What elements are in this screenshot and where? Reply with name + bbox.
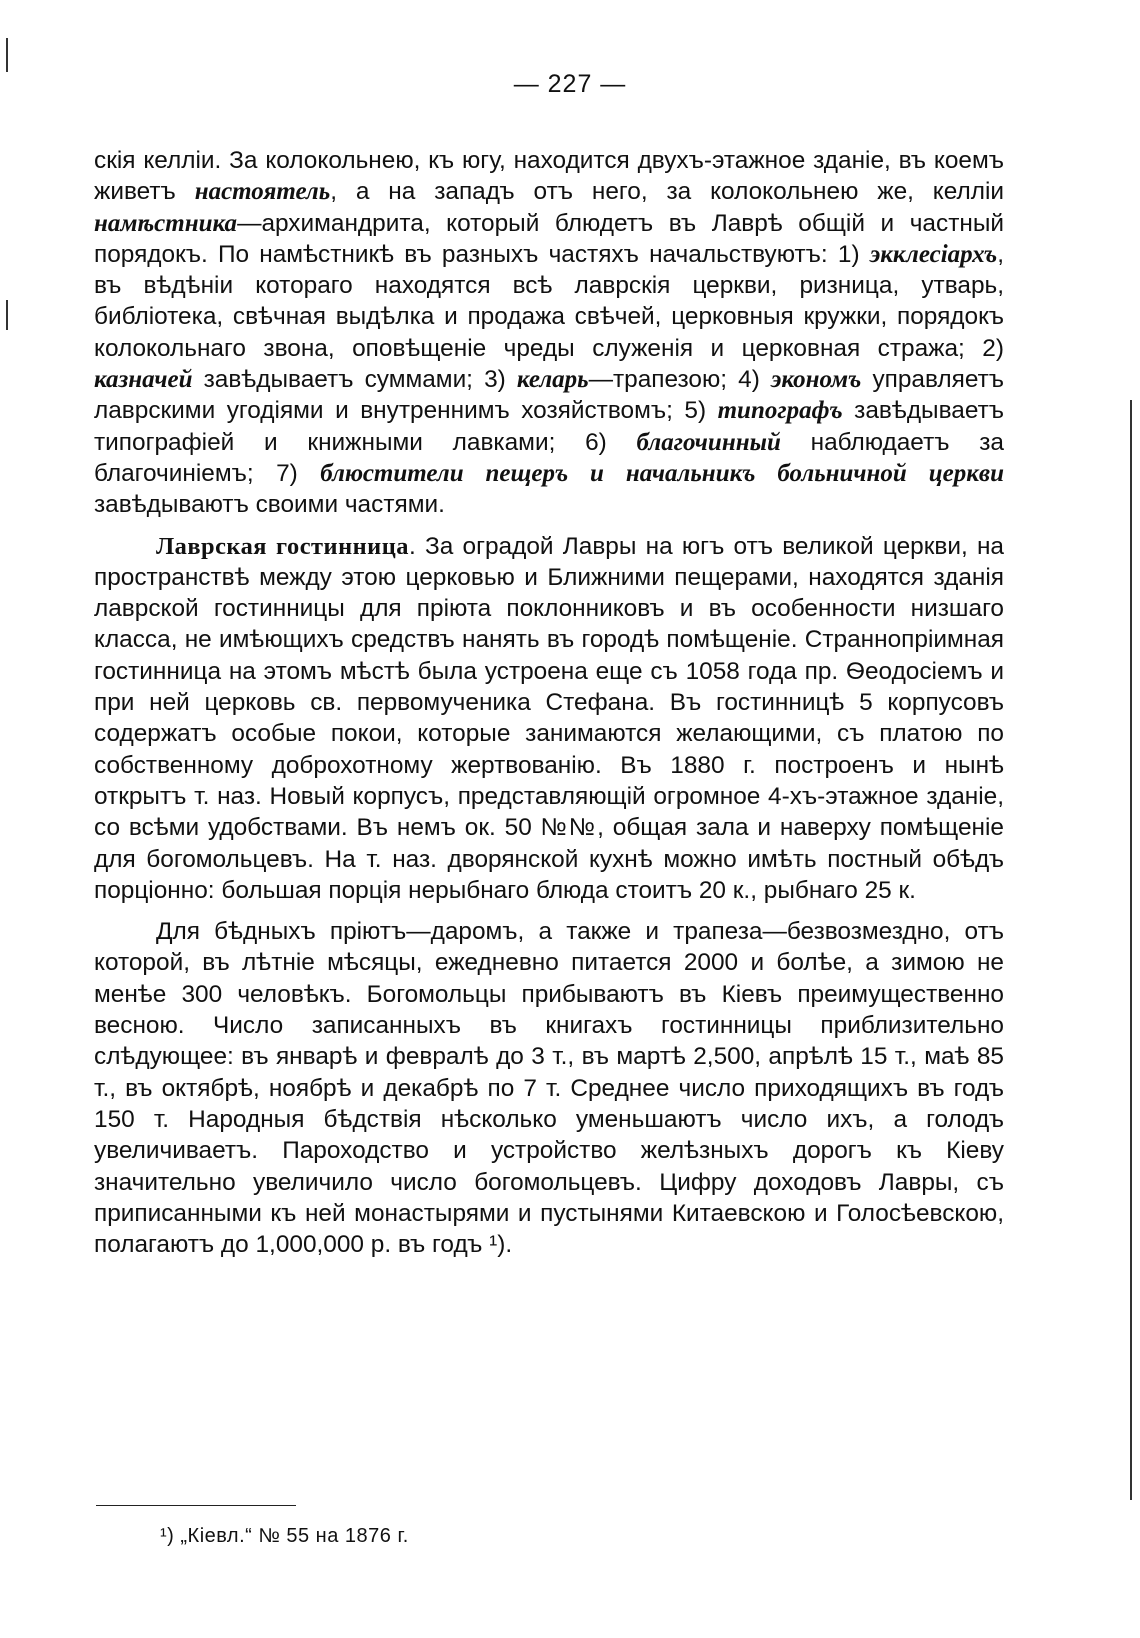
text-run: , въ вѣдѣніи котораго находятся всѣ лаврскія церкви, ризница, утварь, библіотека, свѣчная выдѣлка и продажа свѣчей, церковныя кружки, порядокъ колокольнаго звона, оповѣщеніе чреды служенія и церковная стража; 2) [94,240,1004,362]
text-run: завѣдываютъ своими частями. [94,491,445,519]
paragraph-lavra-hostel [94,531,1004,907]
emphasis-term: типографъ [717,397,843,425]
text-run: скія келліи. За колокольнею, къ югу, находится двухъ-этажное зданіе, въ коемъ живетъ [94,147,1004,206]
text-run: Для бѣдныхъ пріютъ—даромъ, а также и трапеза—безвозмездно, отъ которой, въ лѣтніе мѣсяцы, ежедневно питается 2000 и болѣе, а зимою не менѣе 300 человѣкъ. Богомольцы прибываютъ въ Кіевъ преимущественно весною. Число записанныхъ въ книгахъ гостинницы приблизительно слѣдующее: въ январѣ и февралѣ до 3 т., въ мартѣ 2,500, апрѣлѣ 15 т., маѣ 85 т., въ октябрѣ, ноябрѣ и декабрѣ по 7 т. Среднее число приходящихъ въ годъ 150 т. Народныя бѣдствія нѣсколько уменьшаютъ число ихъ, а голодъ увеличиваетъ. Пароходство и устройство желѣзныхъ дорогъ къ Кіеву значительно увеличило число богомольцевъ. Цифру доходовъ Лавры, съ приписанными къ ней монастырями и пустынями Китаевскою и Голосѣевскою, полагаютъ до 1,000,000 р. въ годъ [94,918,1004,1259]
emphasis-term: экономъ [771,366,862,394]
text-run: . [505,1231,513,1259]
paragraph-pilgrims [94,916,1004,1260]
text-run: завѣдываетъ типографіей и книжными лавками; 6) [94,397,1005,456]
emphasis-term: экклесіархъ [869,240,998,268]
emphasis-term: благочинный [636,428,781,456]
section-heading-inline: Лаврская гостинница [156,532,409,560]
text-run: наблюдаетъ за благочиніемъ; 7) [94,428,1004,487]
emphasis-term: келарь [516,366,589,394]
footnote-reference: ¹) [489,1231,506,1259]
body-text [94,145,1004,1270]
text-run: управляетъ лаврскими угодіями и внутреннимъ хозяйствомъ; 5) [94,366,1004,425]
text-run: —архимандрита, который блюдетъ въ Лаврѣ общій и частный порядокъ. По намѣстникѣ въ разныхъ частяхъ начальствуютъ: 1) [94,209,1004,268]
footnote: ¹) „Кіевл.“ № 55 на 1876 г. [160,1525,409,1547]
text-run: , а на западъ отъ него, за колокольнею же, келліи [330,178,1005,206]
footnote-divider [96,1505,296,1506]
text-run: завѣдываетъ суммами; 3) [192,366,517,394]
emphasis-term: намѣстника [94,209,238,237]
emphasis-term: казначей [94,366,193,394]
page-number: — 227 — [513,70,627,98]
emphasis-term: настоятель [194,178,331,206]
emphasis-term: блюстители пещеръ и начальникъ больничной церкви [320,459,1004,487]
scan-margin-mark [1130,400,1132,1500]
paragraph-lavra-officials [94,145,1004,521]
scan-margin-mark [6,38,8,72]
text-run: —трапезою; 4) [588,366,771,394]
scan-margin-mark [6,300,8,330]
text-run: . За оградой Лавры на югъ отъ великой церкви, на пространствѣ между этою церковью и Ближними пещерами, находятся зданія лаврской гостинницы для пріюта поклонниковъ и въ особенности низшаго класса, не имѣющихъ средствъ нанять въ городѣ помѣщеніе. Страннопріимная гостинница на этомъ мѣстѣ была устроена еще съ 1058 года пр. Ѳеодосіемъ и при ней церковь св. первомученика Стефана. Въ гостинницѣ 5 корпусовъ содержатъ особые покои, которые занимаются желающими, съ платою по собственному доброхотному жертвованію. Въ 1880 г. построенъ и нынѣ открытъ т. наз. Новый корпусъ, представляющій огромное 4-хъ-этажное зданіе, со всѣми удобствами. Въ немъ ок. 50 №№, общая зала и наверху помѣщеніе для богомольцевъ. На т. наз. дворянской кухнѣ можно имѣть постный обѣдъ порціонно: большая порція нерыбнаго блюда стоитъ 20 к., рыбнаго 25 к. [94,532,1004,904]
